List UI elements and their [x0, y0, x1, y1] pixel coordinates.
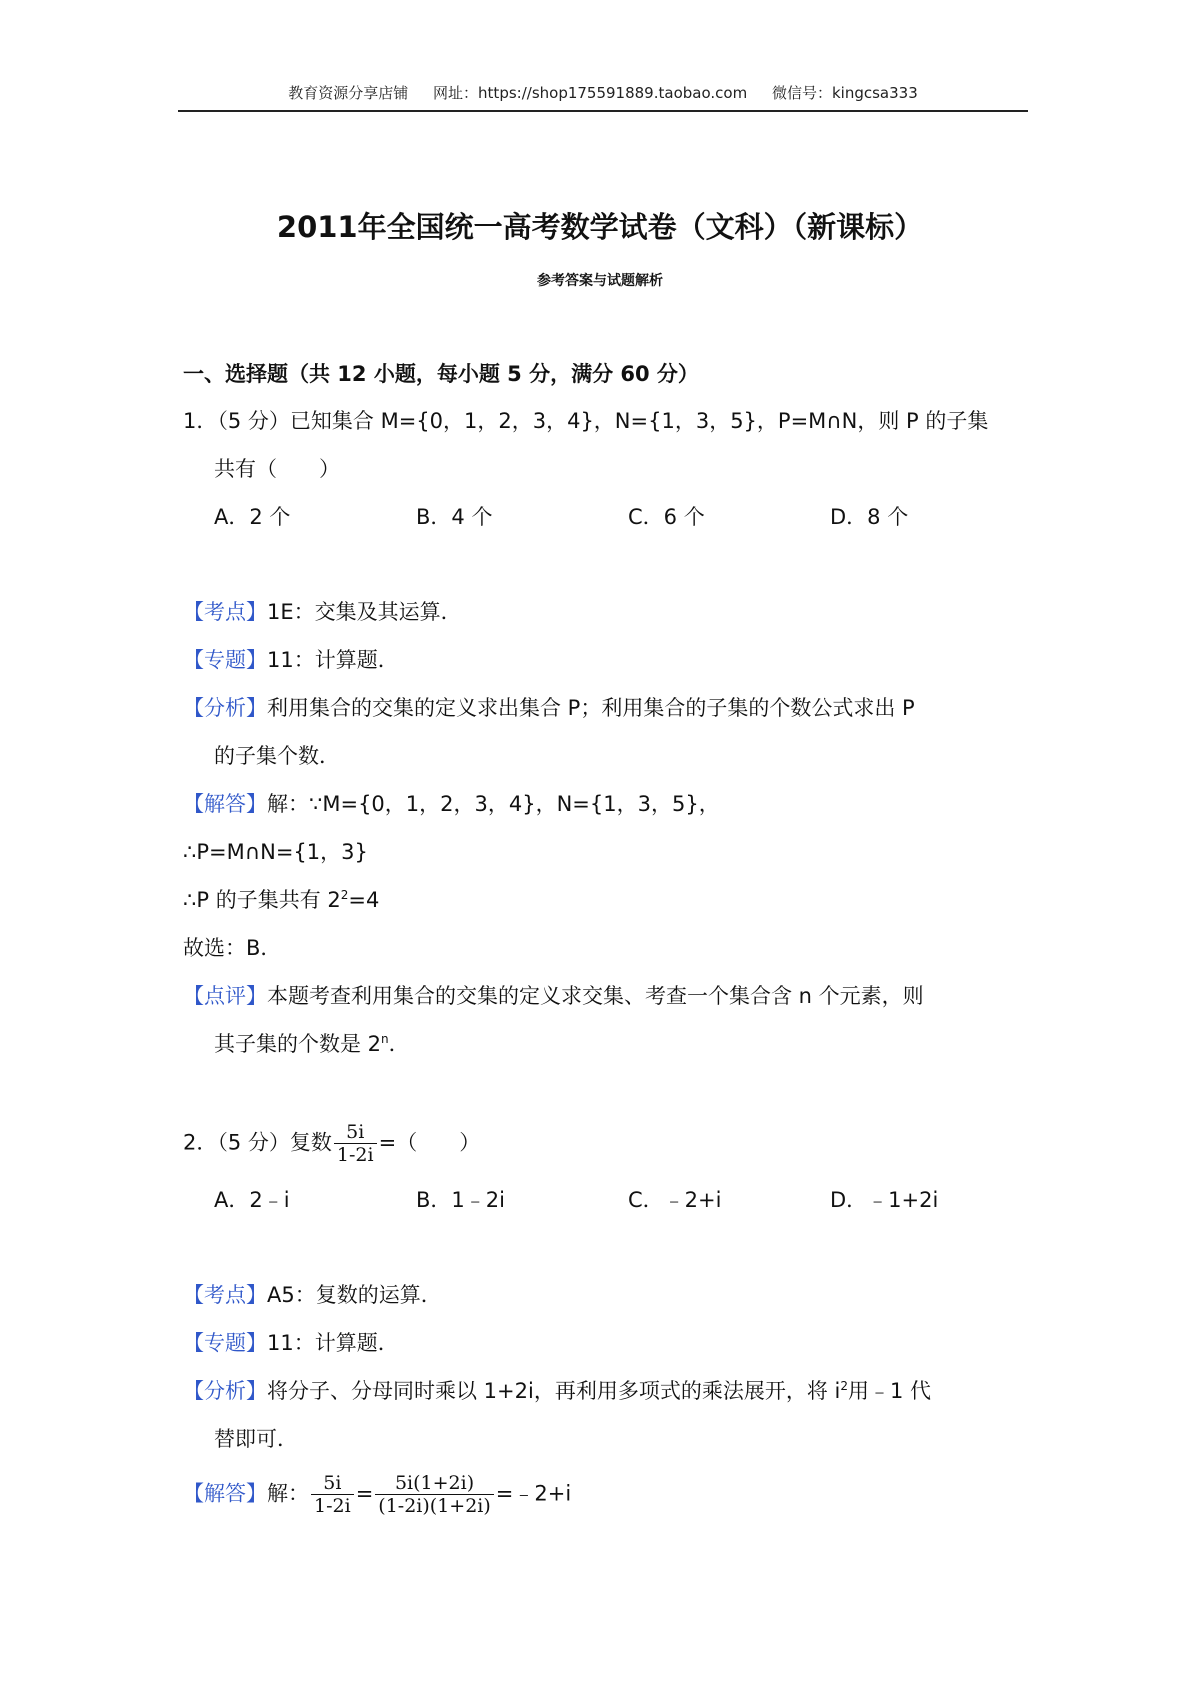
q2-stem [183, 1121, 480, 1166]
q1-jieda3-result: =4 [348, 888, 380, 912]
q1-option-d: D．8 个 [830, 505, 909, 529]
q1-option-c: C．6 个 [628, 505, 705, 529]
page-subtitle: 参考答案与试题解析 [537, 273, 663, 289]
q1-jieda-line3 [183, 885, 379, 915]
q2-jieda-fraction-1 [311, 1472, 354, 1517]
q2-kaodian-text: A5：复数的运算． [267, 1283, 442, 1307]
q1-kaodian [183, 597, 462, 627]
q2-fenxi [183, 1376, 931, 1406]
q2-fenxi-line2: 替即可． [214, 1427, 298, 1451]
q2-kaodian [183, 1280, 442, 1310]
q1-option-b: B．4 个 [416, 505, 493, 529]
q1-dianping [183, 981, 924, 1011]
q2-fenxi-text-end: 用﹣1 代 [847, 1379, 932, 1403]
q1-fenxi-text: 利用集合的交集的定义求出集合 P；利用集合的子集的个数公式求出 P [267, 696, 915, 720]
q2-stem-fraction [334, 1121, 377, 1166]
q2-f2-num: 5i(1+2i) [375, 1472, 494, 1495]
header-url[interactable]: 网址：https://shop175591889.taobao.com [433, 84, 748, 102]
q2-option-d: D．﹣1+2i [830, 1188, 939, 1212]
q2-zhuanti-text: 11：计算题． [267, 1331, 399, 1355]
q2-jieda-prefix: 解： [267, 1481, 309, 1506]
q2-fenxi-tag: 【分析】 [183, 1379, 267, 1403]
q2-result: =﹣2+i [495, 1481, 572, 1506]
q1-dianping-tag: 【点评】 [183, 984, 267, 1008]
q1-kaodian-text: 1E：交集及其运算． [267, 600, 462, 624]
header-wechat: 微信号：kingcsa333 [771, 84, 918, 102]
q1-zhuanti-tag: 【专题】 [183, 648, 267, 672]
q2-stem-frac-num: 5i [334, 1121, 377, 1144]
q2-zhuanti-tag: 【专题】 [183, 1331, 267, 1355]
q1-jieda3-text: ∴P 的子集共有 2 [183, 888, 341, 912]
q1-dianping-line2 [214, 1029, 410, 1059]
q1-jieda3-exponent: 2 [340, 888, 349, 902]
q2-equals: = [355, 1481, 374, 1506]
q1-zhuanti-text: 11：计算题． [267, 648, 399, 672]
q1-dianping2-text: 其子集的个数是 2 [214, 1032, 382, 1056]
q2-fenxi-text: 将分子、分母同时乘以 1+2i，再利用多项式的乘法展开，将 i [267, 1379, 841, 1403]
q1-zhuanti [183, 645, 399, 675]
q2-stem-suffix: =（ ） [378, 1130, 481, 1155]
q2-jieda-fraction-2 [375, 1472, 494, 1517]
q1-dianping2-end: ． [388, 1032, 410, 1056]
q2-f1-den: 1-2i [314, 1495, 351, 1517]
q2-option-a: A．2﹣i [214, 1188, 290, 1212]
q2-f1-num: 5i [311, 1472, 354, 1495]
q1-stem-line1: 1．（5 分）已知集合 M={0，1，2，3，4}，N={1，3，5}，P=M∩N，则 P 的子集 [183, 409, 989, 433]
q1-kaodian-tag: 【考点】 [183, 600, 267, 624]
q2-kaodian-tag: 【考点】 [183, 1283, 267, 1307]
q2-stem-frac-den: 1-2i [336, 1144, 374, 1166]
header-divider [178, 110, 1028, 112]
q2-jieda [183, 1472, 571, 1517]
q1-fenxi-tag: 【分析】 [183, 696, 267, 720]
q2-jieda-tag: 【解答】 [183, 1481, 267, 1506]
q2-stem-prefix: 2．（5 分）复数 [183, 1130, 332, 1155]
q1-answer: 故选：B． [183, 936, 282, 960]
q1-jieda-text: 解：∵M={0，1，2，3，4}，N={1，3，5}， [267, 792, 720, 816]
q1-dianping2-exponent: n [381, 1032, 389, 1046]
q2-option-b: B．1﹣2i [416, 1188, 505, 1212]
page-title: 2011年全国统一高考数学试卷（文科）（新课标） [276, 210, 924, 244]
q1-fenxi [183, 693, 915, 723]
q1-dianping-text: 本题考查利用集合的交集的定义求交集、考查一个集合含 n 个元素，则 [267, 984, 924, 1008]
header-shop: 教育资源分享店铺 [288, 84, 409, 102]
page-header [178, 82, 1028, 103]
q2-option-c: C．﹣2+i [628, 1188, 722, 1212]
q1-option-a: A．2 个 [214, 505, 291, 529]
q2-f2-den: (1-2i)(1+2i) [378, 1495, 491, 1517]
q2-zhuanti [183, 1328, 399, 1358]
q1-jieda-line2: ∴P=M∩N={1，3} [183, 840, 368, 864]
q1-jieda [183, 789, 720, 819]
q1-stem-line2: 共有（ ） [214, 457, 340, 481]
section-heading: 一、选择题（共 12 小题，每小题 5 分，满分 60 分） [183, 362, 699, 386]
q1-fenxi-line2: 的子集个数． [214, 744, 340, 768]
q2-fenxi-exponent: 2 [840, 1379, 848, 1393]
q1-jieda-tag: 【解答】 [183, 792, 267, 816]
